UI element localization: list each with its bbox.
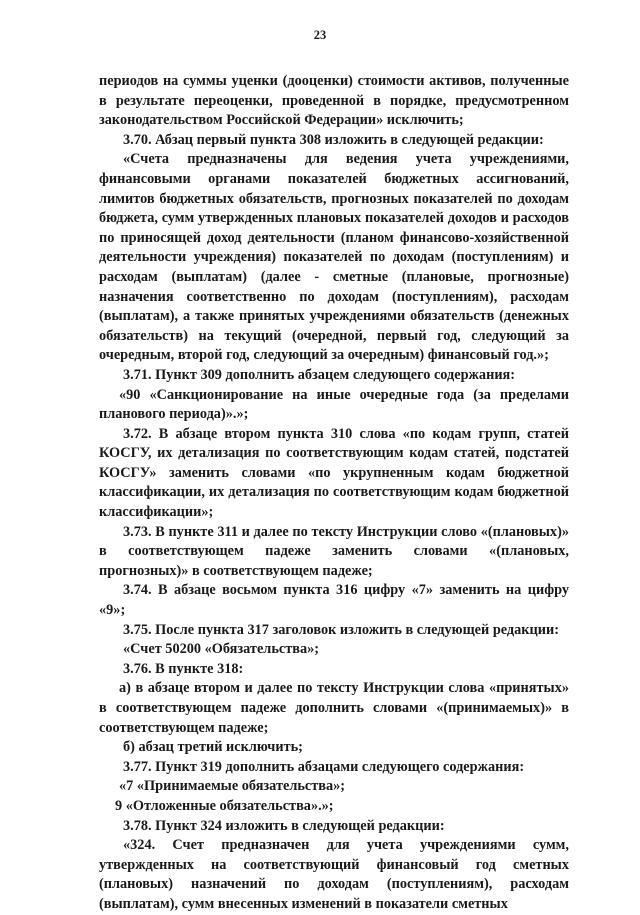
paragraph-quote-accounts: «Счета предназначены для ведения учета учреждениями, финансовыми органами показателей бюджетных ассигнований, лимитов бюджетных обязательств, прогнозных показателей по доходам бюджета, сумм утвержденных плановых показателей доходов и расходов по приносящей доход деятельности (планом финансово-хозяйственной деятельности учреждения) показателей по доходам (поступлениям) и расходам (выплатам) (далее - сметные (плановые, прогнозные) назначения соответственно по доходам (поступлениям), расходам (выплатам), а также принятых учреждениями обязательств (денежных обязательств) на текущий (очередной, первый год, следующий за очередным, второй год, следующий за очередным) финансовый год.»; (99, 151, 569, 364)
paragraph-continuation: периодов на суммы уценки (дооценки) стоимости активов, полученные в результате переоценки, проведенной в порядке, предусмотренном законодательством Российской Федерации» исключить; (99, 73, 569, 129)
paragraph-subitem-a: а) в абзаце втором и далее по тексту Инструкции слова «принятых» в соответствующем падеже дополнить словами «(принимаемых)» в соответствующем падеже; (99, 680, 569, 736)
document-body (99, 72, 569, 915)
paragraph-item-3-74: 3.74. В абзаце восьмом пункта 316 цифру «7» заменить на цифру «9»; (99, 582, 569, 619)
paragraph-quote-7: «7 «Принимаемые обязательства»; (119, 778, 346, 795)
paragraph-quote-90: «90 «Санкционирование на иные очередные года (за пределами планового периода)».»; (99, 386, 569, 423)
paragraph-item-3-72: 3.72. В абзаце втором пункта 310 слова «по кодам групп, статей КОСГУ, их детализация по соответствующим кодам статей, подстатей КОСГУ» заменить словами «по укрупненным кодам бюджетной классификации, их детализация по соответствующим кодам бюджетной классификации»; (99, 425, 569, 521)
paragraph-item-3-75: 3.75. После пункта 317 заголовок изложить в следующей редакции: (123, 621, 560, 638)
paragraph-item-3-77: 3.77. Пункт 319 дополнить абзацами следующего содержания: (123, 758, 525, 775)
paragraph-item-3-73: 3.73. В пункте 311 и далее по тексту Инструкции слово «(плановых)» в соответствующем падеже заменить словами «(плановых, прогнозных)» в соответствующем падеже; (99, 523, 569, 579)
paragraph-item-3-71: 3.71. Пункт 309 дополнить абзацем следующего содержания: (123, 366, 516, 383)
paragraph-item-3-76: 3.76. В пункте 318: (123, 660, 244, 677)
paragraph-quote-324: «324. Счет предназначен для учета учреждениями сумм, утвержденных на соответствующий финансовый год сметных (плановых) назначений по доходам (поступлениям), расходам (выплатам), сумм внесенных изменений в показатели сметных (99, 837, 569, 912)
paragraph-quote-9: 9 «Отложенные обязательства».»; (115, 797, 334, 814)
paragraph-item-3-78: 3.78. Пункт 324 изложить в следующей редакции: (123, 817, 445, 834)
paragraph-item-3-70: 3.70. Абзац первый пункта 308 изложить в следующей редакции: (123, 131, 544, 148)
paragraph-quote-account-50200: «Счет 50200 «Обязательства»; (123, 641, 320, 658)
paragraph-subitem-b: б) абзац третий исключить; (123, 739, 303, 756)
page-number: 23 (313, 28, 327, 42)
